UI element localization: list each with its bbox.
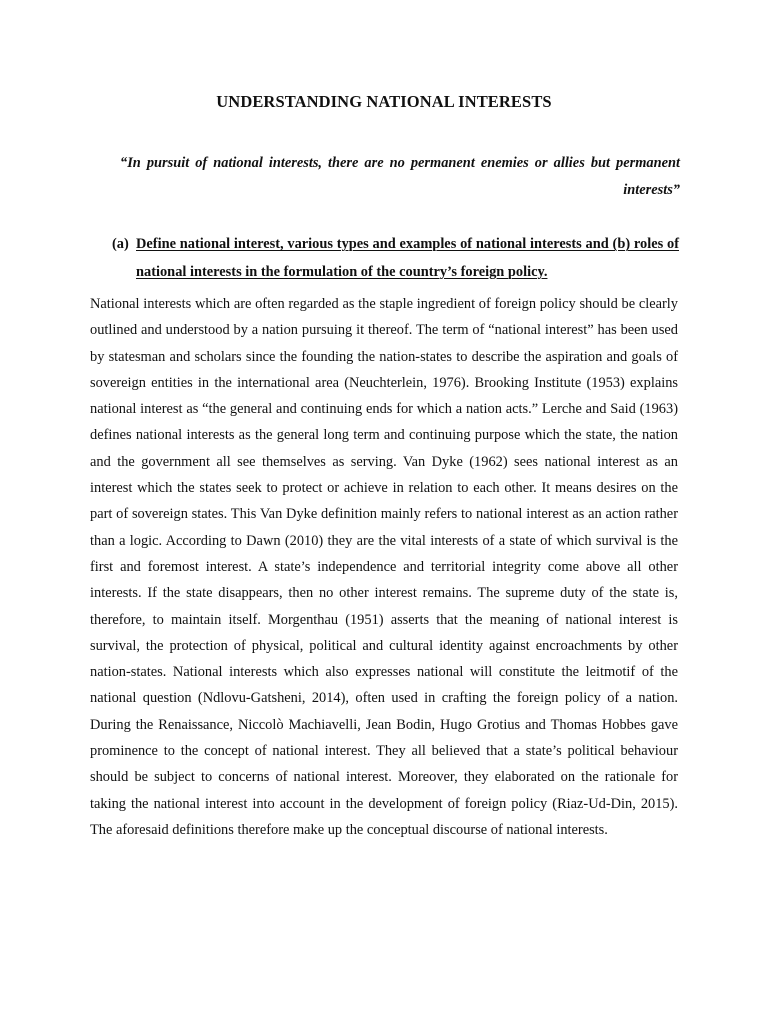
question-text: Define national interest, various types and examples of national interests and (b) roles of national interests in the formulation of the country’s foreign policy. — [136, 236, 679, 280]
body-paragraph: National interests which are often regarded as the staple ingredient of foreign policy should be clearly outlined and understood by a nation pursuing it thereof. The term of “national interest” has been used by statesman and scholars since the founding the nation-states to describe the aspiration and goals of sovereign entities in the international area (Neuchterlein, 1976). Brooking Institute (1953) explains national interest as “the general and continuing ends for which a nation acts.” Lerche and Said (1963) defines national interests as the general long term and continuing purpose which the state, the nation and the government all see themselves as serving. Van Dyke (1962) sees national interest as an interest which the states seek to protect or achieve in relation to each other. It means desires on the part of sovereign states. This Van Dyke definition mainly refers to national interest as an action rather than a logic. According to Dawn (2010) they are the vital interests of a state of which survival is the first and foremost interest. A state’s independence and territorial integrity come above all other interests. If the state disappears, then no other interest remains. The supreme duty of the state is, therefore, to maintain itself. Morgenthau (1951) asserts that the meaning of national interest is survival, the protection of physical, political and cultural identity against encroachments by other nation-states. National interests which also expresses national will constitute the leitmotif of the national question (Ndlovu-Gatsheni, 2014), often used in crafting the foreign policy of a nation. During the Renaissance, Niccolò Machiavelli, Jean Bodin, Hugo Grotius and Thomas Hobbes gave prominence to the concept of national interest. They all believed that a state’s political behaviour should be subject to concerns of national interest. Moreover, they elaborated on the rationale for taking the national interest into account in the development of foreign policy (Riaz-Ud-Din, 2015). The aforesaid definitions therefore make up the conceptual discourse of national interests. — [90, 296, 678, 838]
document-title: UNDERSTANDING NATIONAL INTERESTS — [216, 92, 552, 111]
epigraph-quote: “In pursuit of national interests, there are no permanent enemies or allies but permanent interests” — [120, 155, 680, 198]
question-marker: (a) — [112, 236, 129, 252]
